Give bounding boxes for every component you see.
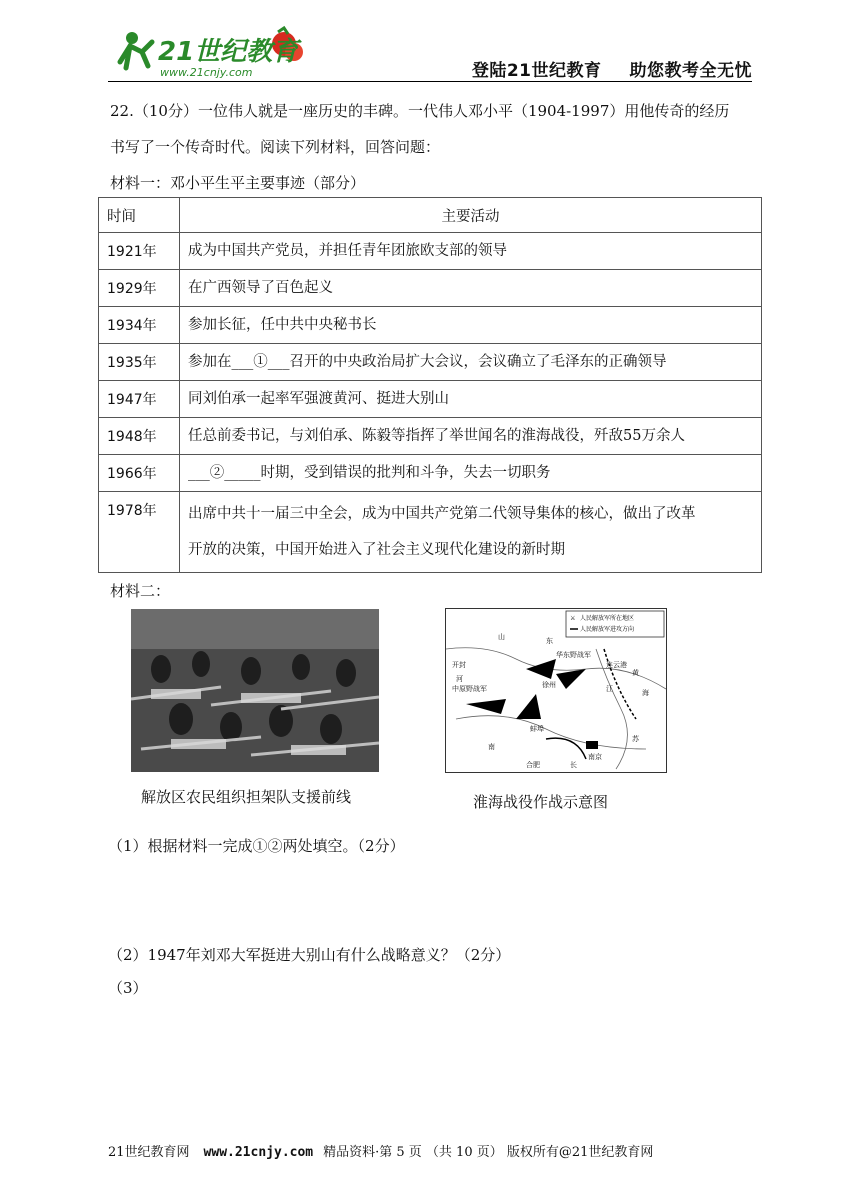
question-2: （2）1947年刘邓大军挺进大别山有什么战略意义？（2分） <box>108 946 511 964</box>
stretcher-team-photo <box>131 609 379 772</box>
map-label: 合肥 <box>526 761 540 769</box>
map-label: 徐州 <box>542 681 556 689</box>
row-activity: 成为中国共产党员，并担任青年团旅欧支部的领导 <box>180 233 762 270</box>
map-label: 蚌埠 <box>530 725 544 733</box>
footer-site: 21世纪教育网 <box>108 1145 190 1160</box>
slogan-left: 登陆21世纪教育 <box>471 61 602 81</box>
row-activity-line-1: 出席中共十一届三中全会，成为中国共产党第二代领导集体的核心，做出了改革 <box>188 506 696 522</box>
logo-text: 21世纪教育 <box>158 37 299 67</box>
logo-graphic <box>108 22 308 84</box>
map-label: 山 <box>498 633 505 641</box>
row-year: 1921年 <box>99 233 180 270</box>
page-footer <box>108 1141 653 1160</box>
row-activity: 在广西领导了百色起义 <box>180 270 762 307</box>
table-row <box>99 270 762 307</box>
question-line-1: 22.（10分）一位伟人就是一座历史的丰碑。一代伟人邓小平（1904-1997）用他传奇的经历 <box>110 102 730 120</box>
row-activity <box>180 492 762 573</box>
header-slogan <box>472 56 752 81</box>
events-table <box>98 197 762 573</box>
map-caption: 淮海战役作战示意图 <box>473 793 609 811</box>
photo-graphic <box>131 609 379 772</box>
row-year: 1966年 <box>99 455 180 492</box>
table-row <box>99 455 762 492</box>
photo-caption: 解放区农民组织担架队支援前线 <box>141 788 352 806</box>
map-label: 华东野战军 <box>556 651 591 659</box>
map-label: 江 <box>606 685 613 693</box>
table-header-row <box>99 198 762 233</box>
material-2-label: 材料二： <box>110 582 171 600</box>
map-label: 海 <box>642 689 649 697</box>
row-year: 1935年 <box>99 344 180 381</box>
legend-crossed-icon: ⚔ <box>570 615 576 622</box>
map-label: 黄 <box>632 669 639 677</box>
question-3: （3） <box>108 979 148 997</box>
material-1-label: 材料一：邓小平生平主要事迹（部分） <box>110 174 366 192</box>
row-activity: 参加长征，任中共中央秘书长 <box>180 307 762 344</box>
map-legend-1: 人民解放军所在地区 <box>580 615 635 622</box>
map-label: 东 <box>546 637 553 645</box>
footer-url[interactable]: www.21cnjy.com <box>203 1145 314 1160</box>
table-row <box>99 381 762 418</box>
huaihai-campaign-map <box>445 608 667 773</box>
question-1: （1）根据材料一完成①②两处填空。（2分） <box>108 837 405 855</box>
question-line-2: 书写了一个传奇时代。阅读下列材料，回答问题： <box>110 138 441 156</box>
row-activity: 参加在___①___召开的中央政治局扩大会议，会议确立了毛泽东的正确领导 <box>180 344 762 381</box>
table-row <box>99 307 762 344</box>
row-year: 1948年 <box>99 418 180 455</box>
map-label: 南京 <box>588 753 602 761</box>
row-year: 1934年 <box>99 307 180 344</box>
header-divider <box>108 81 752 82</box>
row-activity: 同刘伯承一起率军强渡黄河、挺进大别山 <box>180 381 762 418</box>
map-label: 南 <box>488 743 495 751</box>
map-label: 中原野战军 <box>452 685 487 693</box>
map-label: 河 <box>456 675 463 683</box>
map-graphic <box>446 609 666 772</box>
row-activity: 任总前委书记，与刘伯承、陈毅等指挥了举世闻名的淮海战役，歼敌55万余人 <box>180 418 762 455</box>
table-row <box>99 418 762 455</box>
footer-info: 精品资料·第 5 页 （共 10 页） 版权所有@21世纪教育网 <box>323 1145 654 1160</box>
map-label: 连云港 <box>606 661 627 669</box>
row-year: 1947年 <box>99 381 180 418</box>
header-time: 时间 <box>99 198 180 233</box>
table-row <box>99 233 762 270</box>
table-row <box>99 492 762 573</box>
row-activity-line-2: 开放的决策，中国开始进入了社会主义现代化建设的新时期 <box>188 542 565 558</box>
header-activity: 主要活动 <box>180 198 762 233</box>
table-row <box>99 344 762 381</box>
map-label: 长 <box>570 761 577 769</box>
map-label: 苏 <box>632 735 639 743</box>
slogan-right: 助您教考全无忧 <box>629 61 752 81</box>
map-legend-2: 人民解放军进攻方向 <box>580 626 635 633</box>
logo <box>108 22 308 84</box>
logo-url: www.21cnjy.com <box>160 66 253 79</box>
row-year: 1978年 <box>99 492 180 573</box>
row-year: 1929年 <box>99 270 180 307</box>
row-activity: ___②_____时期，受到错误的批判和斗争，失去一切职务 <box>180 455 762 492</box>
map-label: 开封 <box>452 661 466 669</box>
